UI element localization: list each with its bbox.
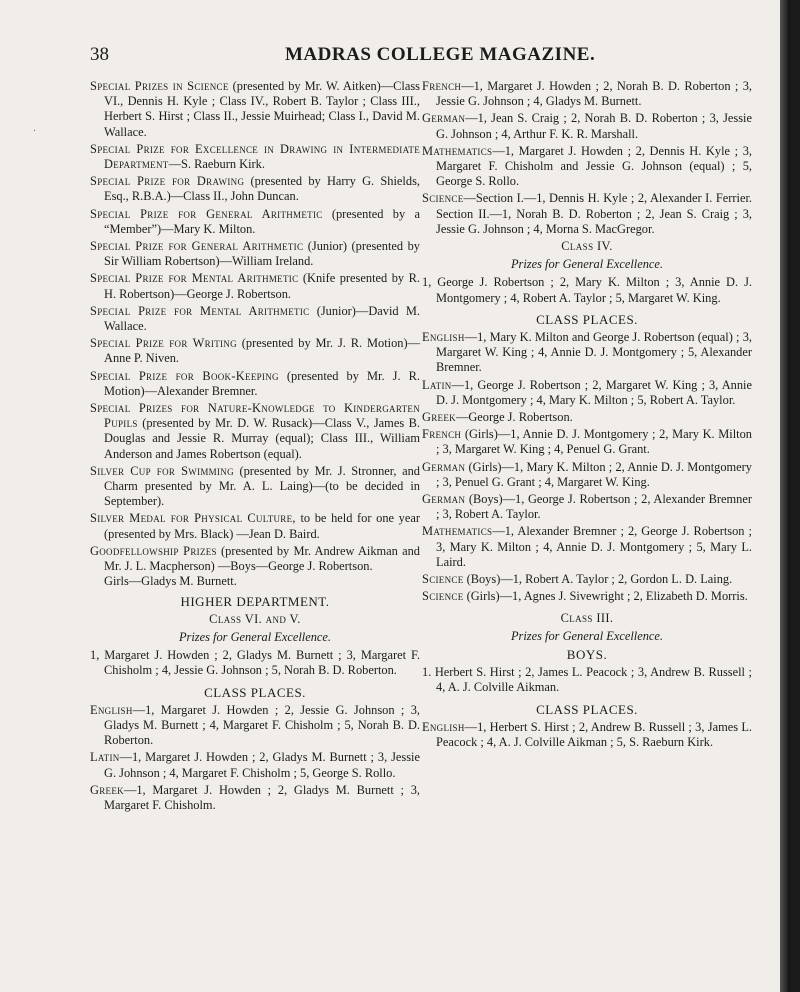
prize-entry: Special Prize for Writing (presented by Mr. J. R. Motion)—Anne P. Niven. [90,336,420,366]
prizes-heading: Prizes for General Excellence. [178,629,332,644]
place-entry: French (Girls)—1, Annie D. J. Montgomery ; 2, Mary K. Milton ; 3, Margaret W. King ; 4, Penuel G. Grant. [422,427,752,457]
left-column [90,79,420,815]
prize-entry: Special Prize for Mental Arithmetic (Junior)—David M. Wallace. [90,303,420,334]
prize-entry: Silver Medal for Physical Culture, to be held for one year (presented by Mrs. Black) —Jean D. Baird. [90,511,420,541]
place-entry: Mathematics—1, Margaret J. Howden ; 2, Dennis H. Kyle ; 3, Margaret F. Chisholm and Jessie G. Johnson (equal) ; 5, George S. Rollo. [422,143,752,189]
place-entry: Science (Boys)—1, Robert A. Taylor ; 2, Gordon L. D. Laing. [422,572,733,587]
page-number: 38 [90,44,109,65]
place-entry: German (Boys)—1, George J. Robertson ; 2, Alexander Bremner ; 3, Robert A. Taylor. [422,492,752,522]
prize-entry: Special Prize for General Arithmetic (Junior) (presented by Sir William Robertson)—William Ireland. [90,239,420,269]
class-places-heading: CLASS PLACES. [536,701,638,717]
place-entry: English—1, Margaret J. Howden ; 2, Jessie G. Johnson ; 3, Gladys M. Burnett ; 4, Margaret F. Chisholm ; 5, Norah B. D. Roberton. [90,702,420,748]
place-entry: Greek—1, Margaret J. Howden ; 2, Gladys M. Burnett ; 3, Margaret F. Chisholm. [90,782,420,812]
prizes-text: 1, Margaret J. Howden ; 2, Gladys M. Burnett ; 3, Margaret F. Chisholm ; 4, Jessie G. Johnson ; 5, Norah B. D. Roberton. [90,648,420,678]
place-entry: Latin—1, Margaret J. Howden ; 2, Gladys M. Burnett ; 3, Jessie G. Johnson ; 4, Margaret F. Chisholm ; 5, George S. Rollo. [90,750,420,780]
place-entry: Science—Section I.—1, Dennis H. Kyle ; 2, Alexander I. Ferrier. Section II.—1, Norah B. D. Roberton ; 2, Jean S. Craig ; 3, Jessie G. Johnson ; 4, Morna S. MacGregor. [422,191,752,236]
magazine-title: MADRAS COLLEGE MAGAZINE. [285,44,596,65]
place-entry: Latin—1, George J. Robertson ; 2, Margaret W. King ; 3, Annie D. J. Montgomery ; 4, Mary K. Milton ; 5, Robert A. Taylor. [422,377,752,407]
margin-mark-icon: ‧ [33,126,37,137]
place-entry: English—1, Herbert S. Hirst ; 2, Andrew B. Russell ; 3, James L. Peacock ; 4, A. J. Colville Aikman ; 5, S. Raeburn Kirk. [422,719,752,749]
prizes-text: 1. Herbert S. Hirst ; 2, James L. Peacock ; 3, Andrew B. Russell ; 4, A. J. Colville Aikman. [422,665,752,695]
higher-department-title: HIGHER DEPARTMENT. [180,593,330,609]
prize-entry: Goodfellowship Prizes (presented by Mr. Andrew Aikman and Mr. J. L. Macpherson) —Boys—George J. Robertson. [90,543,420,574]
prizes-heading: Prizes for General Excellence. [510,628,664,643]
class-places-heading: CLASS PLACES. [204,684,306,700]
place-entry: Greek—George J. Robertson. [422,410,573,425]
place-entry: Mathematics—1, Alexander Bremner ; 2, George J. Robertson ; 3, Mary K. Milton ; 4, Annie D. J. Montgomery ; 5, Mary L. Laird. [422,524,752,569]
prize-entry: Special Prize for Excellence in Drawing in Intermediate Department—S. Raeburn Kirk. [90,141,420,172]
right-column [422,79,752,752]
boys-heading: BOYS. [566,646,608,662]
class-iv-heading: Class IV. [561,239,613,254]
prize-entry: Special Prize for Book-Keeping (presented by Mr. J. R. Motion)—Alexander Bremner. [90,368,420,398]
class-places-heading: CLASS PLACES. [536,311,638,327]
page-header [90,44,750,70]
place-entry: German (Girls)—1, Mary K. Milton ; 2, Annie D. J. Montgomery ; 3, Penuel G. Grant ; 4, Margaret W. King. [422,459,752,489]
class-heading: Class VI. and V. [209,611,301,626]
girls-line: Girls—Gladys M. Burnett. [104,574,237,589]
prize-entry: Special Prize for Drawing (presented by Harry G. Shields, Esq., R.B.A.)—Class II., John Duncan. [90,174,420,204]
prize-entry: Special Prize for General Arithmetic (presented by a “Member”)—Mary K. Milton. [90,206,420,236]
class-iii-heading: Class III. [560,610,614,625]
place-entry: Science (Girls)—1, Agnes J. Sivewright ; 2, Elizabeth D. Morris. [422,589,748,604]
prizes-heading: Prizes for General Excellence. [510,257,664,272]
place-entry: French—1, Margaret J. Howden ; 2, Norah B. D. Roberton ; 3, Jessie G. Johnson ; 4, Gladys M. Burnett. [422,79,752,109]
place-entry: English—1, Mary K. Milton and George J. Robertson (equal) ; 3, Margaret W. King ; 4, Annie D. J. Montgomery ; 5, Alexander Bremner. [422,330,752,375]
prize-entry: Special Prizes in Science (presented by Mr. W. Aitken)—Class VI., Dennis H. Kyle ; Class IV., Robert B. Taylor ; Class III., Herbert S. Hirst ; Class II., Jessie Muirhead; Class I., David M. Wallace. [90,79,421,139]
place-entry: German—1, Jean S. Craig ; 2, Norah B. D. Roberton ; 3, Jessie G. Johnson ; 4, Arthur F. K. R. Marshall. [422,111,752,141]
prize-entry: Silver Cup for Swimming (presented by Mr. J. Stronner, and Charm presented by Mr. A. L. Laing)—(to be decided in September). [90,463,420,509]
prizes-text: 1, George J. Robertson ; 2, Mary K. Milton ; 3, Annie D. J. Montgomery ; 4, Robert A. Taylor ; 5, Margaret W. King. [422,275,752,305]
prize-entry: Special Prize for Mental Arithmetic (Knife presented by R. H. Robertson)—George J. Robertson. [90,271,420,301]
book-spine [780,0,790,992]
prize-entry: Special Prizes for Nature-Knowledge to Kindergarten Pupils (presented by Mr. D. W. Rusack)—Class V., James B. Douglas and Jessie R. Murray (equal); Class III., William Anderson and James Robertson (equal). [90,401,420,461]
